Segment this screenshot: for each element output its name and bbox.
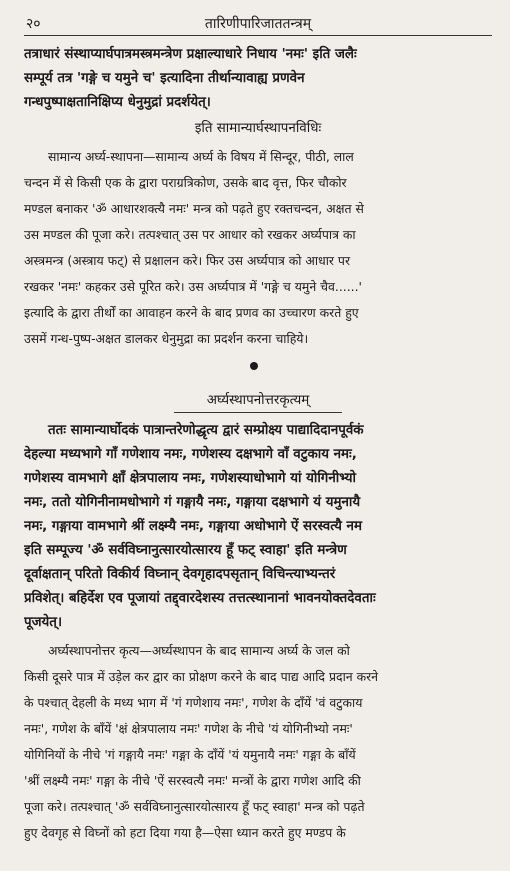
text-line: 'श्रीं लक्ष्म्यै नमः' गङ्गा के नीचे 'ऐं सरस्वत्यै नमः' मन्त्रों के द्वारा गणेश आदि की — [24, 773, 361, 788]
text-line: प्रविशेत्। बहिर्देश एव पूजायां तद्द्वारदेशस्य तत्तत्स्थानानां भावनयोक्तदेवताः — [24, 591, 376, 606]
text-line: देहल्या मध्यभागे गाँ गणेशाय नमः, गणेशस्य दक्षभागे वाँ वटुकाय नमः, — [24, 447, 357, 462]
text-line: नमः, ततो योगिनीनामधोभागे गं गङ्गायै नमः, गङ्गाया दक्षभागे यं यमुनायै — [24, 495, 361, 510]
text-line: सामान्य अर्घ्य-स्थापना—सामान्य अर्घ्य के विषय में सिन्दूर, पीठी, लाल — [48, 149, 354, 164]
text-line: योगिनियों के नीचे 'गं गङ्गायै नमः' गङ्गा के दाँयें 'यं यमुनायै नमः' गङ्गा के बाँयें — [24, 747, 356, 762]
text-line: दूर्वाक्षतान् परितो विकीर्य विघ्नान् देवगृहादपसृतान् विचिन्त्याभ्यन्तरं — [24, 567, 336, 582]
text-line: उसमें गन्ध-पुष्प-अक्षत डालकर धेनुमुद्रा का प्रदर्शन करना चाहिये। — [24, 331, 309, 346]
page-header — [24, 10, 492, 36]
header-rule — [24, 35, 492, 36]
text-line: चन्दन में से किसी एक के द्वारा पराग्रत्रिकोण, उसके बाद वृत्त, फिर चौकोर — [24, 175, 347, 190]
text-line: गणेशस्य वामभागे क्षाँ क्षेत्रपालाय नमः, गणेशस्याधोभागे यां योगिनीभ्यो — [24, 471, 357, 486]
text-line: हुए देवगृह से विघ्नों को हटा दिया गया है—ऐसा ध्यान करते हुए मण्डप के — [24, 825, 346, 840]
text-line: के पश्चात् देहली के मध्य भाग में 'गं गणेशाय नमः', गणेश के दाँयें 'वं वटुकाय — [24, 695, 363, 710]
text-line: नमः', गणेश के बाँयें 'क्षं क्षेत्रपालाय नमः' गणेश के नीचे 'यं योगिनीभ्यो नमः' — [24, 721, 353, 736]
text-line: गन्धपुष्पाक्षतानिक्षिप्य धेनुमुद्रां प्रदर्शयेत्। — [24, 95, 211, 110]
text-line: उस मण्डल की पूजा करे। तत्पश्चात् उस पर आधार को रखकर अर्घ्यपात्र का — [24, 227, 356, 242]
text-line: पूजा करे। तत्पश्चात् 'ॐ सर्वविघ्नानुत्सारयोत्सारय हूँ फट् स्वाहा' मन्त्र को पढ़ते — [24, 799, 365, 814]
page-number: २० — [26, 16, 41, 32]
text-line: इति सम्पूज्य 'ॐ सर्वविघ्नानुत्सारयोत्सारय हूँ फट् स्वाहा' इति मन्त्रेण — [24, 543, 347, 558]
text-line: तत्राधारं संस्थाप्यार्घपात्रमस्त्रमन्त्रेण प्रक्षाल्याधारे निधाय 'नमः' इति जलैः — [24, 47, 357, 62]
text-line: नमः, गङ्गाया वामभागे श्रीं लक्ष्म्यै नमः, गङ्गाया अधोभागे ऐं सरस्वत्यै नम — [24, 519, 362, 534]
text-line: रखकर 'नमः' कहकर उसे पूरित करे। उस अर्घ्यपात्र में 'गङ्गे च यमुने चैव......' — [24, 279, 362, 294]
text-line: पूजयेत्। — [24, 615, 63, 630]
text-line: इत्यादि के द्वारा तीर्थों का आवाहन करने के बाद प्रणव का उच्चारण करते हुए — [24, 305, 359, 320]
text-line: किसी दूसरे पात्र में उड़ेल कर द्वार का प्रोक्षण करने के बाद पाद्य आदि प्रदान करने — [24, 669, 379, 684]
separator-dot — [250, 362, 258, 370]
text-line: अस्त्रमन्त्र (अस्त्राय फट्) से प्रक्षालन करे। फिर उस अर्घ्यपात्र को आधार पर — [24, 253, 351, 268]
text-line: मण्डल बनाकर 'ॐ आधारशक्त्यै नमः' मन्त्र को पढ़ते हुए रक्तचन्दन, अक्षत से — [24, 201, 364, 216]
running-title: तारिणीपारिजाततन्त्रम् — [204, 16, 312, 32]
text-line: अर्घ्यस्थापनोत्तर कृत्य—अर्घ्यस्थापन के बाद सामान्य अर्घ्य के जल को — [48, 643, 350, 658]
heading-underline — [174, 412, 342, 413]
text-line: ततः सामान्यार्घोदकं पात्रान्तरेणोद्धृत्य द्वारं सम्प्रोक्ष्य पाद्यादिदानपूर्वकं — [48, 423, 364, 438]
section-end-heading: इति सामान्यार्घस्थापनविधिः — [194, 121, 322, 136]
section-heading: अर्घ्यस्थापनोत्तरकृत्यम् — [206, 393, 310, 408]
text-line: सम्पूर्य तत्र 'गङ्गे च यमुने च' इत्यादिना तीर्थान्यावाह्य प्रणवेन — [24, 71, 305, 86]
